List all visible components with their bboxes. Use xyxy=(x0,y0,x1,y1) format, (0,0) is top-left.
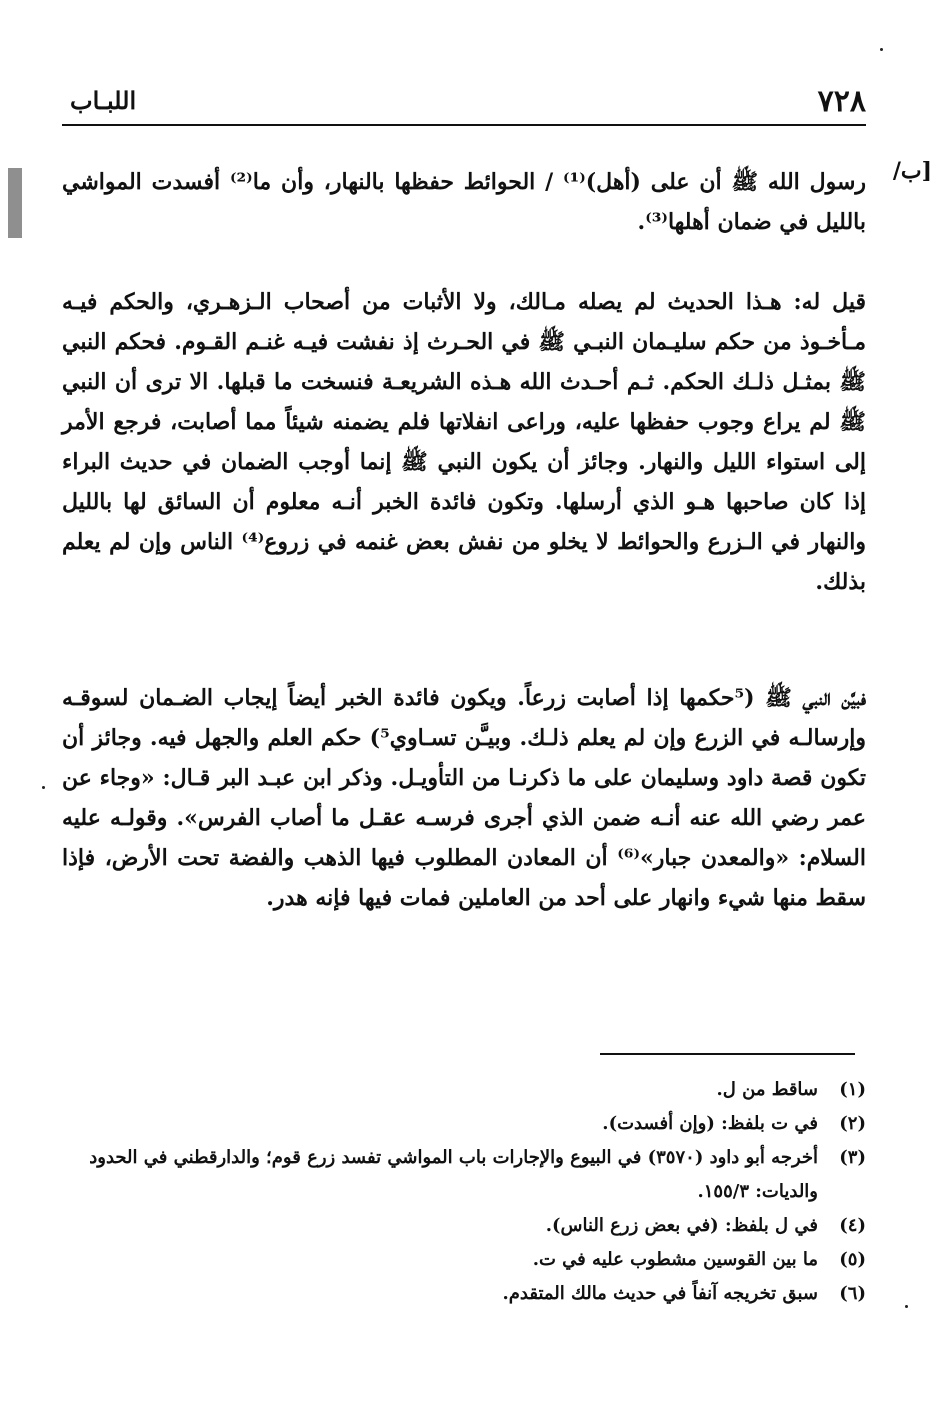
margin-folio-marker: /ب] xyxy=(892,158,932,184)
scan-speck xyxy=(42,786,45,789)
footnote-text: سبق تخريجه آنفاً في حديث مالك المتقدم. xyxy=(502,1283,818,1304)
footnote-number: (١) xyxy=(839,1079,866,1100)
scan-edge-mark xyxy=(8,168,22,238)
footnote-divider xyxy=(600,1053,855,1055)
paragraph-text: رسول الله ﷺ أن على (أهل)⁽¹⁾ / الحوائط حفظها بالنهار، وأن ما⁽²⁾ أفسدت المواشي بالليل في ضمان أهلها⁽³⁾. xyxy=(62,169,867,235)
footnote-text: في ت بلفظ: (وإن أفسدت). xyxy=(602,1113,818,1134)
footnote-number: (٤) xyxy=(839,1215,866,1236)
footnote-text: أخرجه أبو داود (٣٥٧٠) في البيوع والإجارات باب المواشي تفسد زرع قوم؛ والدارقطني في الحدود والديات: ١٥٥/٣. xyxy=(89,1147,818,1202)
paragraph-text: قيل له: هـذا الحديث لم يصله مـالك، ولا الأثبات من أصحاب الـزهـري، والحكم فيـه مـأخـوذ من حكم سليـمان النبـي ﷺ في الحـرث إذ نفشت فيـه غنـم القـوم. فحكم النبي ﷺ بمثـل ذلـك الحكم. ثـم أحـدث الله هـذه الشريعـة فنسخت ما قبلها. الا ترى أن النبي ﷺ لم يراع وجوب حفظها عليه، وراعى انفلاتها فلم يضمنه شيئاً مما أصابت، فرجع الأمر إلى استواء الليل والنهار. وجائز أن يكون النبي ﷺ إنما أوجب الضمان في حديث البراء إذا كان صاحبها هـو الذي أرسلها. وتكون فائدة الخبر أنـه معلوم أن السائق لها بالليل والنهار في الـزرع والحوائط لا يخلو من نفش بعض غنمه في زروع⁽⁴⁾ الناس وإن لم يعلم بذلك. xyxy=(62,289,866,595)
footnote-2 xyxy=(62,1107,866,1141)
footnotes xyxy=(62,1073,866,1311)
paragraph-text: فبيَّن النبي ﷺ (⁵حكمها إذا أصابت زرعاً. ويكون فائدة الخبر أيضاً إيجاب الضـمان لسوقـه وإرسالـه في الزرع وإن لم يعلم ذلـك. وبيـَّن تسـاوي⁵) حكم العلم والجهل فيه. وجائز أن تكون قصة داود وسليمان على ما ذكرنـا من التأويـل. وذكر ابن عبـد البر قـال: «وجاء عن عمر رضي الله عنه أنـه ضمن الذي أجرى فرسـه عقـل ما أصاب الفرس». وقولـه عليه السلام: «والمعدن جبار»⁽⁶⁾ أن المعادن المطلوب فيها الذهب والفضة تحت الأرض، فإذا سقط منها شيء وانهار على أحد من العاملين فمات فيها فإنه هدر. xyxy=(62,685,867,911)
scan-speck xyxy=(905,1305,908,1308)
footnote-number: (٦) xyxy=(839,1283,866,1304)
footnote-1 xyxy=(62,1073,866,1107)
footnote-4 xyxy=(62,1209,866,1243)
page-number: ٧٢٨ xyxy=(817,84,866,119)
footnote-text: ما بين القوسين مشطوب عليه في ت. xyxy=(532,1249,818,1270)
page-header xyxy=(62,84,866,126)
footnote-text: في ل بلفظ: (في بعض زرع الناس). xyxy=(545,1215,818,1236)
paragraph-1 xyxy=(62,162,866,242)
paragraph-3 xyxy=(62,678,866,918)
footnote-number: (٣) xyxy=(839,1147,866,1168)
footnote-6 xyxy=(62,1277,866,1311)
footnote-3 xyxy=(62,1141,866,1209)
paragraph-2 xyxy=(62,282,866,602)
footnote-5 xyxy=(62,1243,866,1277)
footnote-number: (٥) xyxy=(839,1249,866,1270)
footnote-number: (٢) xyxy=(839,1113,866,1134)
running-title: اللبـاب xyxy=(70,86,137,115)
footnote-text: ساقط من ل. xyxy=(716,1079,818,1100)
scan-speck xyxy=(880,48,883,51)
